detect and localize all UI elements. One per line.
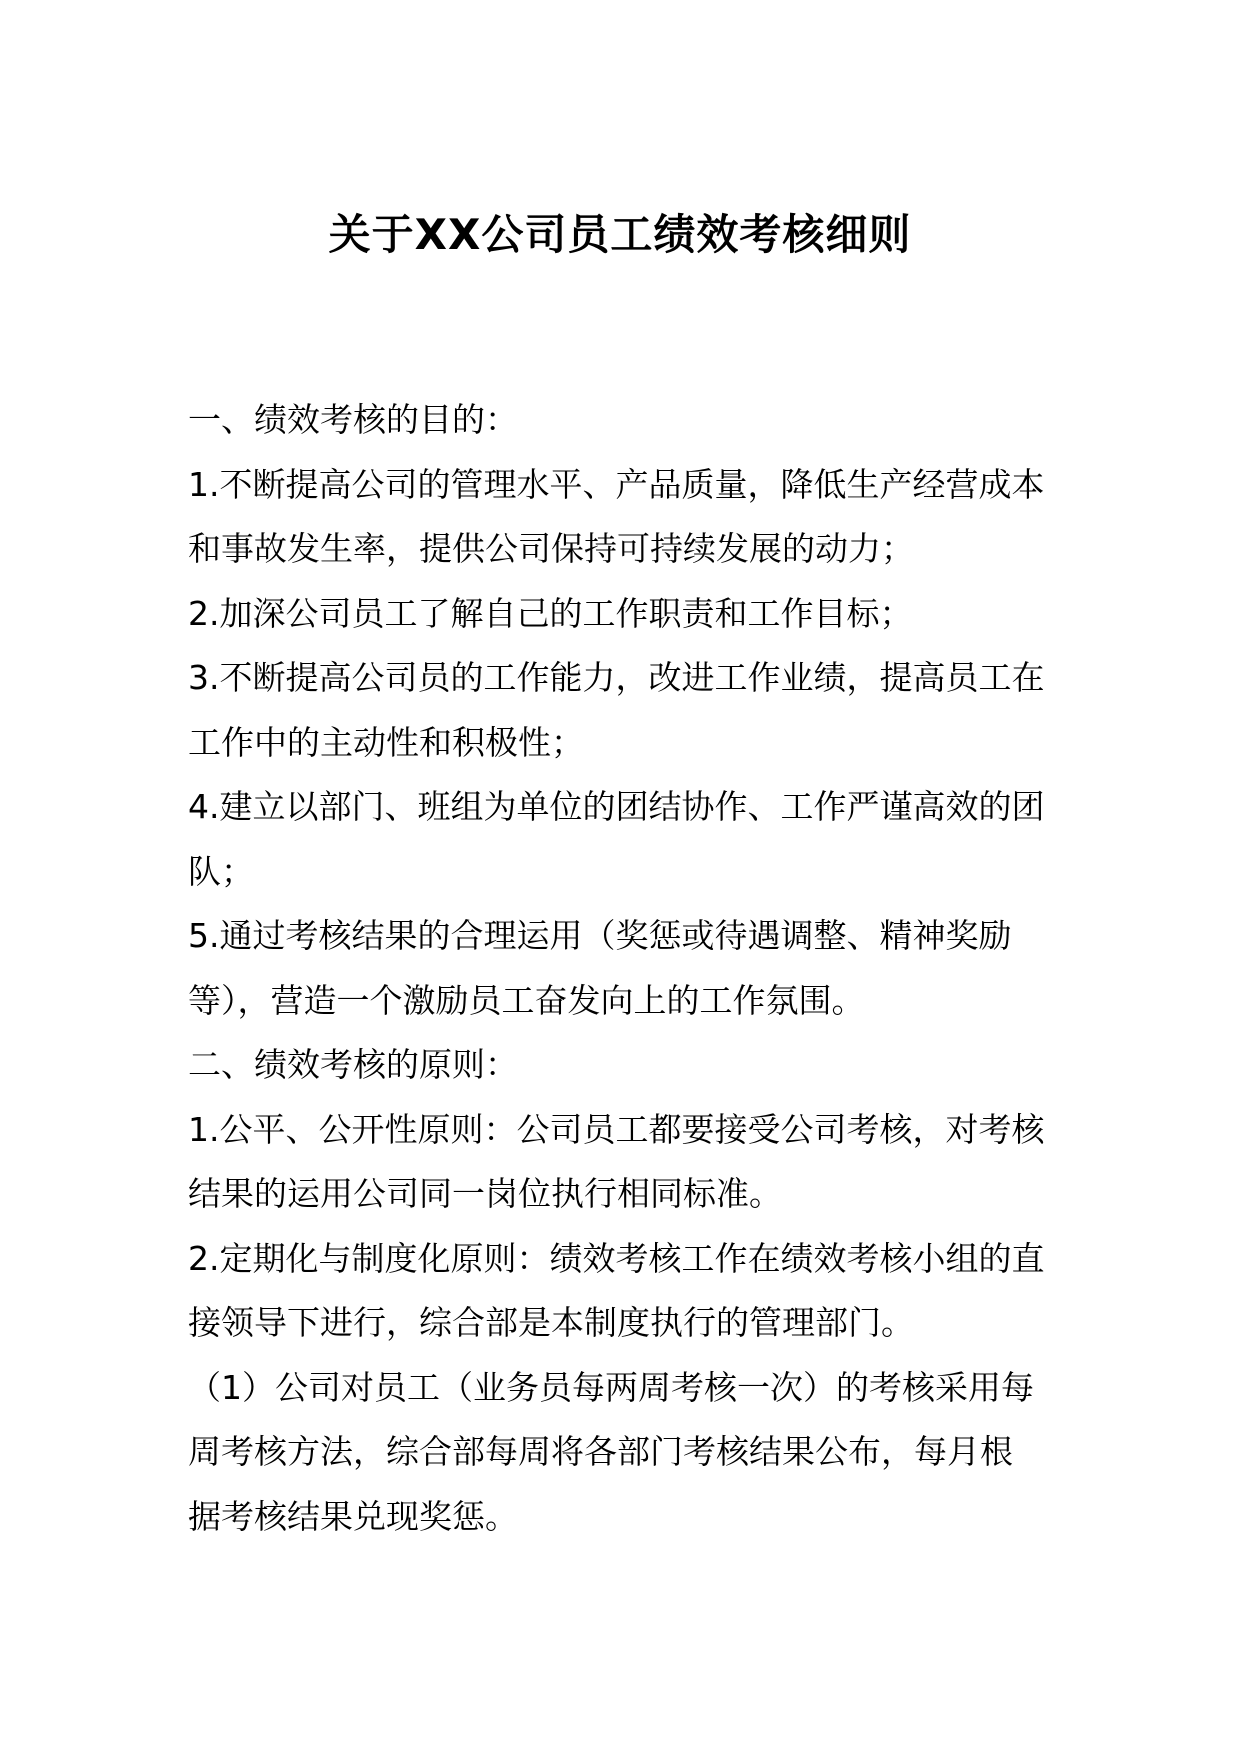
text-line: 工作中的主动性和积极性； [188, 722, 584, 762]
text-line: 二、绩效考核的原则： [188, 1045, 518, 1084]
paragraph-principle-2-item-1 [188, 1356, 1054, 1550]
paragraph-purpose-5 [188, 904, 1054, 1033]
paragraph-purpose-4 [188, 775, 1054, 904]
document-body [188, 388, 1054, 1549]
text-line: 据考核结果兑现奖惩。 [188, 1496, 518, 1536]
text-line: 5.通过考核结果的合理运用（奖惩或待遇调整、精神奖励 [188, 916, 1012, 955]
text-line: 和事故发生率，提供公司保持可持续发展的动力； [188, 529, 914, 568]
text-line: （1）公司对员工（业务员每两周考核一次）的考核采用每 [188, 1367, 1034, 1407]
text-line: 等），营造一个激励员工奋发向上的工作氛围。 [188, 980, 865, 1020]
paragraph-purpose-3 [188, 646, 1054, 775]
text-line: 3.不断提高公司员的工作能力，改进工作业绩，提高员工在 [188, 658, 1045, 697]
document-title: 关于XX公司员工绩效考核细则 [328, 210, 912, 259]
text-line: 1.不断提高公司的管理水平、产品质量，降低生产经营成本 [188, 464, 1045, 504]
paragraph-purpose-2 [188, 582, 1054, 647]
text-line: 一、绩效考核的目的： [188, 400, 518, 439]
text-line: 接领导下进行，综合部是本制度执行的管理部门。 [188, 1303, 914, 1342]
text-line: 2.定期化与制度化原则：绩效考核工作在绩效考核小组的直 [188, 1238, 1045, 1278]
text-line: 结果的运用公司同一岗位执行相同标准。 [188, 1174, 782, 1213]
section-heading-principles [188, 1033, 1054, 1098]
text-line: 2.加深公司员工了解自己的工作职责和工作目标； [188, 593, 913, 633]
paragraph-purpose-1 [188, 453, 1054, 582]
paragraph-principle-2 [188, 1227, 1054, 1356]
text-line: 周考核方法，综合部每周将各部门考核结果公布，每月根 [188, 1432, 1013, 1471]
section-heading-purpose [188, 388, 1054, 453]
text-line: 1.公平、公开性原则：公司员工都要接受公司考核，对考核 [188, 1109, 1045, 1149]
text-line: 队； [188, 851, 254, 891]
text-line: 4.建立以部门、班组为单位的团结协作、工作严谨高效的团 [188, 787, 1045, 826]
paragraph-principle-1 [188, 1098, 1054, 1227]
